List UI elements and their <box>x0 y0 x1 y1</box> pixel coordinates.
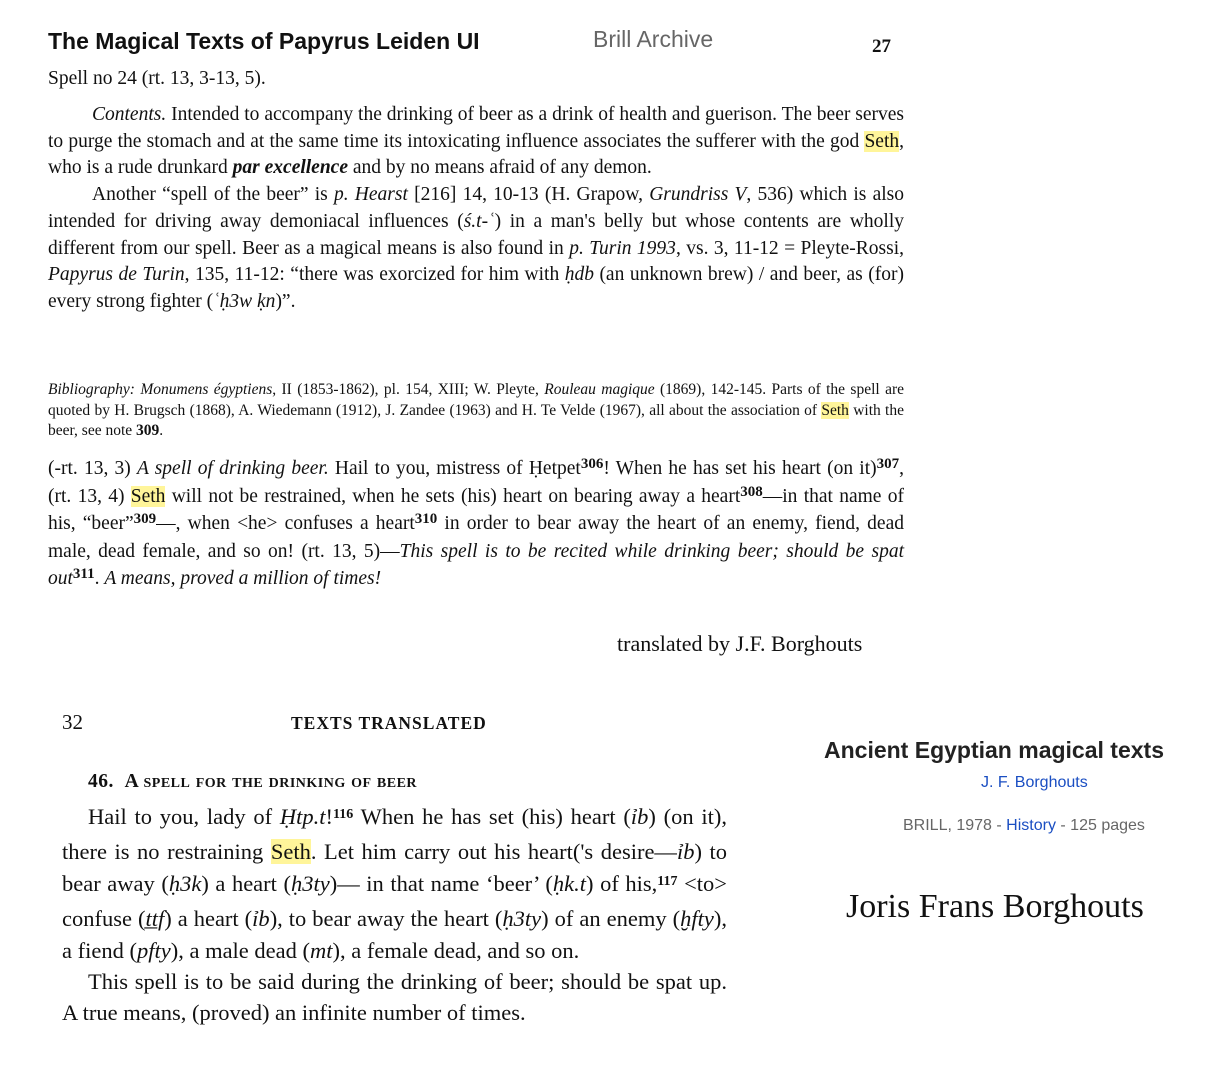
text-run: and by no means afraid of any demon. <box>348 157 652 179</box>
text-run: (an unknown brew) / and beer, as (for) every strong fighter ( <box>48 264 904 312</box>
spell-title-smallcaps: A spell for the drinking of beer <box>124 771 418 792</box>
lower-paragraph-2: This spell is to be said during the drinking of beer; should be spat up. A true means, (proved) an infinite number of times. <box>62 969 727 1026</box>
note-reference: 116 <box>333 807 354 822</box>
italic-run: ḥ3k <box>168 870 202 896</box>
text-run: . <box>94 567 105 589</box>
italic-run: Rouleau magique <box>544 381 655 398</box>
contents-label: Contents. <box>92 104 167 125</box>
spell-title-italic: A spell of drinking beer. <box>136 458 329 479</box>
bibliography-label: Bibliography: <box>48 381 135 398</box>
book-title: The Magical Texts of Papyrus Leiden UI <box>48 28 480 54</box>
italic-run: ḥdb <box>564 264 594 286</box>
italic-run: p. Hearst <box>333 184 408 206</box>
text-run: ) of an enemy ( <box>541 906 681 932</box>
italic-run: Papyrus de Turin <box>48 264 185 286</box>
text-run: ! When he has set his heart (on it) <box>603 458 877 479</box>
italic-run: ḥk.t <box>552 870 587 896</box>
italic-run: Monumens égyptiens <box>140 381 273 398</box>
hearst-paragraph <box>48 182 904 316</box>
seth-highlight: Seth <box>821 401 849 419</box>
text-run: —, when <he> confuses a heart <box>156 513 415 535</box>
spell-translation <box>48 456 904 594</box>
seth-highlight: Seth <box>270 839 311 865</box>
italic-run: mt <box>310 937 333 963</box>
italic-run: A means, proved a million of times! <box>104 567 382 589</box>
text-run: , (rt. 13, 4) <box>48 458 904 507</box>
bibliography <box>48 380 904 442</box>
spell-heading: Spell no 24 (rt. 13, 3-13, 5). <box>48 68 266 89</box>
note-reference: 117 <box>657 873 678 889</box>
text-run: ) a heart ( <box>201 870 291 896</box>
text-run: ), a male dead ( <box>170 937 311 963</box>
running-head: TEXTS TRANSLATED <box>291 713 487 733</box>
book-card-author-link[interactable]: J. F. Borghouts <box>981 774 1088 791</box>
text-run: )— in that name ‘beer’ ( <box>329 870 553 896</box>
text-run: ) a heart ( <box>164 906 253 932</box>
text-run: ) in a man's belly but whose contents are wholly different from our spell. Beer as a magical means is also found in <box>48 210 904 259</box>
text-run: Hail to you, mistress of Ḥetpet <box>328 458 581 479</box>
italic-run: ṯṯf <box>145 906 165 932</box>
italic-run: p. Turin 1993 <box>569 237 676 259</box>
contents-paragraph <box>48 102 904 182</box>
note-reference: 311 <box>72 565 95 582</box>
text-run: ), to bear away the heart ( <box>269 906 503 932</box>
text-run: will not be restrained, when he sets (his) heart on bearing away a heart <box>165 485 741 507</box>
publisher-label: Brill Archive <box>593 26 714 52</box>
category-link[interactable]: History <box>1006 817 1056 834</box>
seth-highlight: Seth <box>130 485 166 507</box>
text-run: , who is a rude drunkard <box>48 130 904 179</box>
note-reference: 310 <box>414 511 438 528</box>
text-run: , vs. 3, 11-12 = Pleyte-Rossi, <box>675 237 904 259</box>
text-run: When he has set (his) heart ( <box>353 804 631 829</box>
text-run: . <box>159 422 164 439</box>
text-run: ) (on it), there is no restraining <box>62 804 727 865</box>
text-run: Hail to you, lady of <box>88 804 280 829</box>
italic-run: ʿḥ3w ḳn <box>213 290 276 312</box>
seth-highlight: Seth <box>864 130 900 152</box>
text-run: (1869), 142-145. Parts of the spell are quoted by H. Brugsch (1868), A. Wiedemann (1912), J. Zandee (1963) and H. Te Velde (1967), all about the association of <box>48 381 904 419</box>
italic-run: This spell is to be recited while drinking beer; should be spat out <box>48 541 904 589</box>
text-run: ), a fiend ( <box>62 906 727 963</box>
publisher-year: BRILL, 1978 - <box>903 817 1007 834</box>
italic-run: par excellence <box>232 157 348 179</box>
page-number-top: 27 <box>872 36 891 57</box>
lower-translation <box>62 801 727 1029</box>
note-reference: 306 <box>580 456 604 472</box>
text-run: ) of his, <box>586 870 658 896</box>
italic-run: ỉb <box>676 839 695 865</box>
text-run: in order to bear away the heart of an enemy, fiend, dead male, dead female, and so on! (rt. 13, 5)— <box>48 513 904 563</box>
text-run: , II (1853-1862), pl. 154, XIII; W. Pleyte, <box>272 381 545 398</box>
note-reference: 307 <box>876 456 900 472</box>
text-run: , 135, 11-12: “there was exorcized for him with <box>184 264 565 286</box>
text-run: ) to bear away ( <box>62 839 727 896</box>
text-run: . Let him carry out his heart('s desire— <box>310 839 677 865</box>
text-run: ), a female dead, and so on. <box>332 937 580 963</box>
spell-number: 46. <box>88 771 114 792</box>
italic-run: ś.t-ʿ <box>463 210 495 232</box>
italic-run: ỉb <box>252 906 270 932</box>
text-run: )”. <box>275 290 296 312</box>
author-full-name: Joris Frans Borghouts <box>846 888 1144 925</box>
italic-run: ḥ3ty <box>290 870 330 896</box>
book-card-meta <box>903 817 1145 835</box>
text-run: [216] 14, 10-13 (H. Grapow, <box>407 184 650 206</box>
text-run: <to> confuse ( <box>62 870 727 932</box>
note-reference: 309 <box>136 422 160 439</box>
italic-run: Grundriss V <box>649 184 747 206</box>
lower-paragraph <box>62 801 727 966</box>
text-run: with the beer, see note <box>48 401 904 439</box>
page-count: - 125 pages <box>1055 817 1145 834</box>
translator-credit: translated by J.F. Borghouts <box>617 631 863 656</box>
page-number-bottom: 32 <box>62 710 83 734</box>
lower-spell-title <box>88 771 417 793</box>
italic-run: Ḥtp.t <box>279 804 326 829</box>
text-run: Intended to accompany the drinking of beer as a drink of health and guerison. The beer serves to purge the stomach and at the same time its intoxicating influence associates the sufferer with the god <box>48 104 904 152</box>
italic-run: ḫfty <box>680 906 714 932</box>
contents-section <box>48 102 904 316</box>
text-run: ! <box>325 804 334 829</box>
text-run: Another “spell of the beer” is <box>92 184 334 206</box>
italic-run: pfty <box>136 937 171 963</box>
note-reference: 308 <box>740 483 763 500</box>
text-run: (-rt. 13, 3) <box>48 458 137 479</box>
italic-run: ỉb <box>630 804 649 829</box>
text-run: —in that name of his, “beer” <box>48 485 904 535</box>
book-card-title[interactable]: Ancient Egyptian magical texts <box>824 737 1164 763</box>
italic-run: ḥ3ty <box>502 906 542 932</box>
note-reference: 309 <box>133 511 157 528</box>
text-run: , 536) which is also intended for driving away demoniacal influences ( <box>48 184 904 232</box>
